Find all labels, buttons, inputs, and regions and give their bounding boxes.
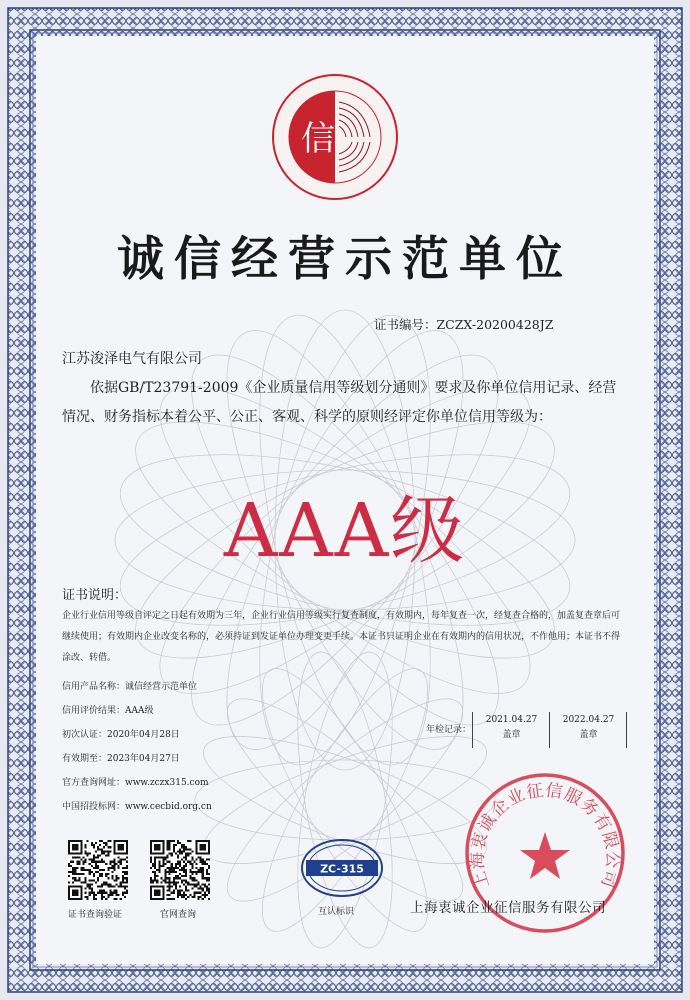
qr-code-verify[interactable] [68,840,128,900]
company-name: 江苏浚泽电气有限公司 [62,351,202,367]
info-first-certified: 初次认证：2020年04月28日 [62,730,180,740]
mutual-recognition-logo [300,838,384,898]
annual-check-table [472,712,627,748]
annual-check-entry [472,712,550,748]
notes-text: 企业行业信用等级自评定之日起有效期为三年，企业行业信用等级实行复查制度，有效期内，每年复查一次，经复查合格的，加盖复查章后可继续使用；有效期内企业改变名称的，必须持证到发证单位办理变更手续。本证书只证明企业在有效期内的信用状况，不作他用；本证书不得涂改、转借。 [62,611,621,663]
qr-official-label: 官网查询 [160,910,197,920]
svg-text:上海衷诚企业征信服务有限公司: 上海衷诚企业征信服务有限公司 [467,780,623,892]
annual-check-entry [549,712,627,748]
annual-check-date: 2022.04.27 [562,715,615,725]
info-bidding-site: 中国招投标网：www.cecbid.org.cn [62,802,212,812]
evaluation-statement: 依据GB/T23791-2009《企业质量信用等级划分通则》要求及你单位信用记录、经营情况、财务指标本着公平、公正、客观、科学的原则经评定你单位信用等级为： [62,380,617,425]
qr-verify-label: 证书查询验证 [68,910,123,920]
info-product-name: 信用产品名称：诚信经营示范单位 [62,682,198,692]
annual-check-stamp: 盖章 [579,730,598,740]
credit-evaluation-logo [270,72,400,202]
annual-check-label: 年检记录： [426,725,472,735]
mutual-logo-label: 互认标识 [318,907,355,917]
issuer-name: 上海衷诚企业征信服务有限公司 [410,900,606,916]
annual-check-stamp: 盖章 [502,730,521,740]
notes-heading: 证书说明： [62,588,128,603]
info-official-site: 官方查询网址：www.zczx315.com [62,778,209,788]
svg-text:信: 信 [301,119,335,159]
certificate-title: 诚信经营示范单位 [117,232,573,287]
info-result: 信用评价结果：AAA级 [62,706,154,716]
credit-grade: AAA级 [223,488,467,574]
certificate-number: 证书编号：ZCZX-20200428JZ [374,317,554,332]
svg-text:ZC-315: ZC-315 [320,862,364,876]
info-valid-until: 有效期至：2023年04月27日 [62,754,180,764]
annual-check-date: 2021.04.27 [485,715,538,725]
qr-code-official-site[interactable] [150,840,210,900]
annual-check-border [626,712,627,748]
